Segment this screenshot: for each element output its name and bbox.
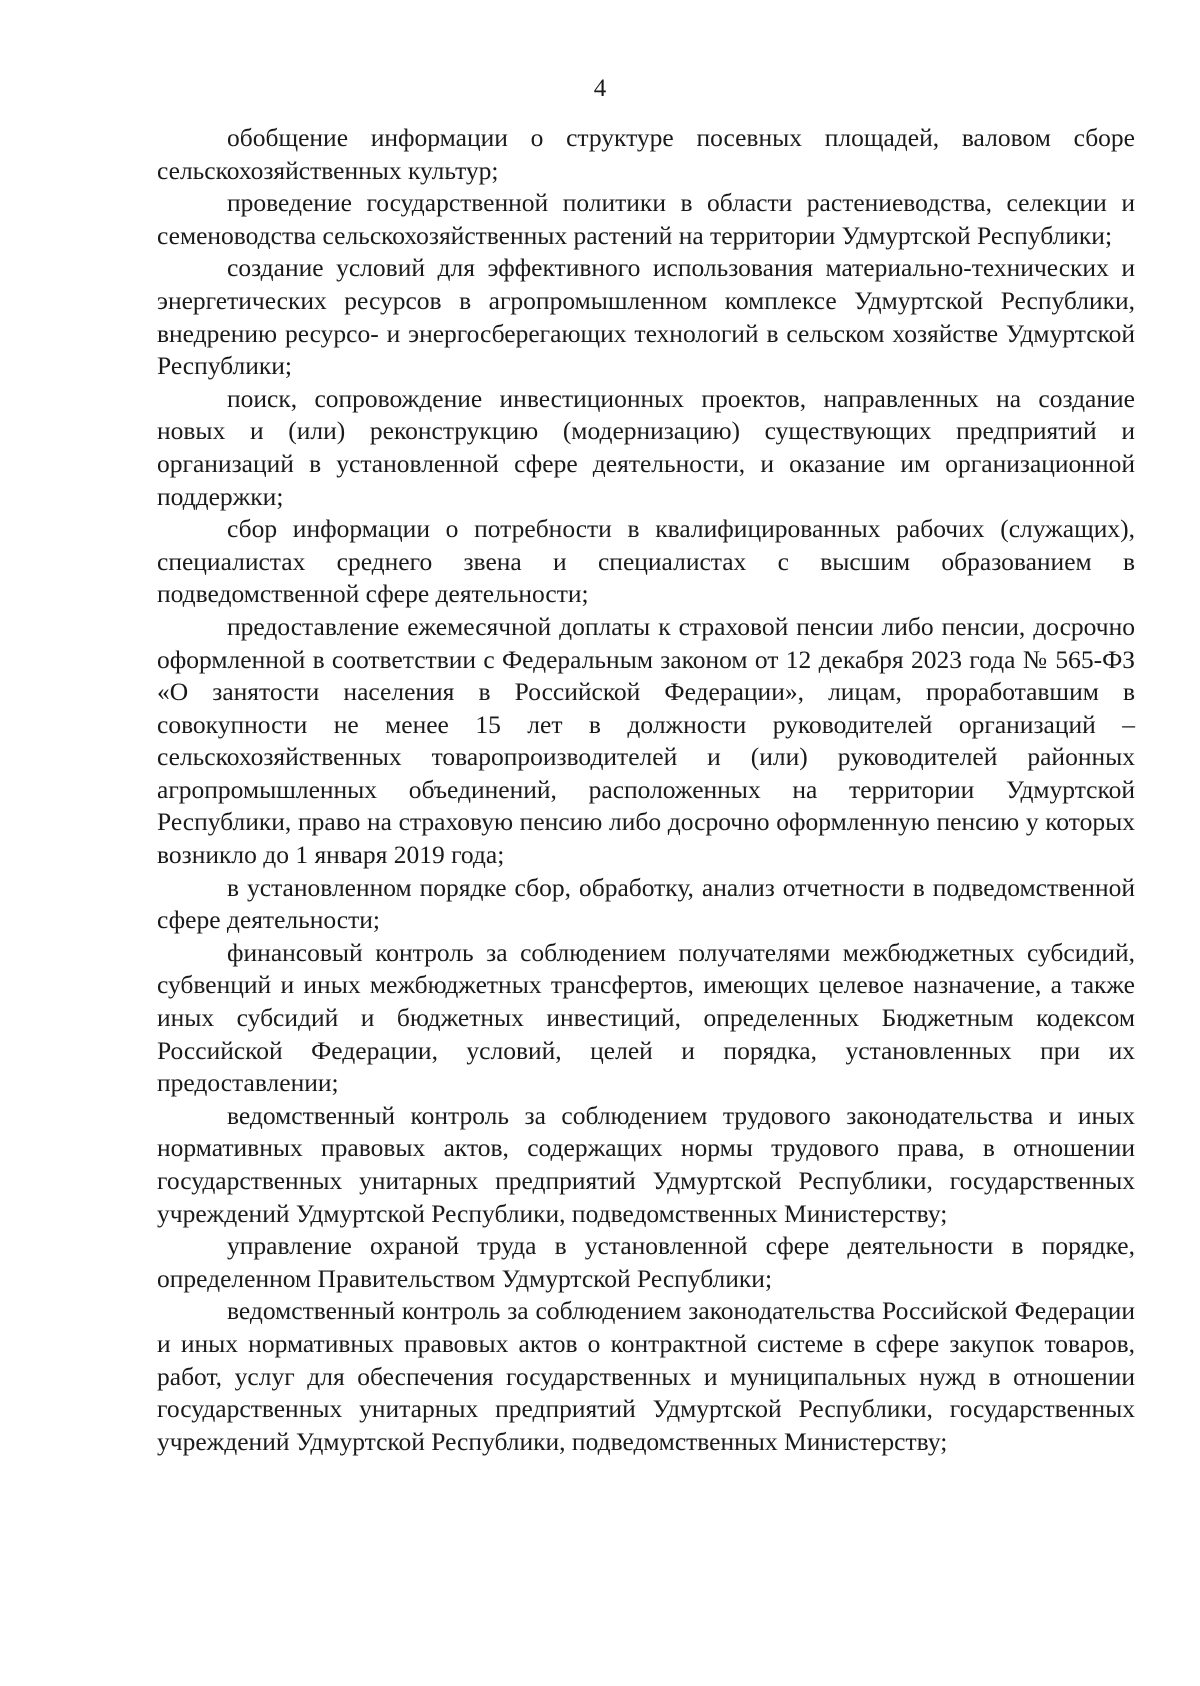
paragraph-procurement-control: ведомственный контроль за соблюдением законодательства Российской Федерации и иных нормативных правовых актов о контрактной системе в сфере закупок товаров, работ, услуг для обеспечения государственных и муниципальных нужд в отношении государственных унитарных предприятий Удмуртской Республики, государственных учреждений Удмуртской Республики, подведомственных Министерству;: [157, 1296, 1135, 1456]
page-number: 4: [593, 75, 607, 102]
paragraph-investment-projects: поиск, сопровождение инвестиционных проектов, направленных на создание новых и (или) реконструкцию (модернизацию) существующих предприятий и организаций в установленной сфере деятельности, и оказание им организационной поддержки;: [157, 383, 1135, 511]
paragraph-reporting-analysis: в установленном порядке сбор, обработку, анализ отчетности в подведомственной сфере деятельности;: [157, 872, 1135, 935]
paragraph-pension-supplement: предоставление ежемесячной доплаты к страховой пенсии либо пенсии, досрочно оформленной в соответствии с Федеральным законом от 12 декабря 2023 года № 565-ФЗ «О занятости населения в Российской Федерации», лицам, проработавшим в совокупности не менее 15 лет в должности руководителей организаций – сельскохозяйственных товаропроизводителей и (или) руководителей районных агропромышленных объединений, расположенных на территории Удмуртской Республики, право на страховую пенсию либо досрочно оформленную пенсию у которых возникло до 1 января 2019 года;: [157, 611, 1135, 870]
paragraph-labor-protection: управление охраной труда в установленной сфере деятельности в порядке, определенном Правительством Удмуртской Республики;: [157, 1231, 1135, 1293]
paragraph-financial-control: финансовый контроль за соблюдением получателями межбюджетных субсидий, субвенций и иных межбюджетных трансфертов, имеющих целевое назначение, а также иных субсидий и бюджетных инвестиций, определенных Бюджетным кодексом Российской Федерации, условий, целей и порядка, установленных при их предоставлении;: [157, 937, 1135, 1098]
paragraph-sown-areas-info: обобщение информации о структуре посевных площадей, валовом сборе сельскохозяйственных культур;: [157, 123, 1135, 185]
paragraph-labor-law-control: ведомственный контроль за соблюдением трудового законодательства и иных нормативных правовых актов, содержащих нормы трудового права, в отношении государственных унитарных предприятий Удмуртской Республики, государственных учреждений Удмуртской Республики, подведомственных Министерству;: [157, 1100, 1135, 1228]
document-body: [157, 122, 1135, 1458]
paragraph-resource-conditions: создание условий для эффективного использования материально-технических и энергетических ресурсов в агропромышленном комплексе Удмуртской Республики, внедрению ресурсо- и энергосберегающих технологий в сельском хозяйстве Удмуртской Республики;: [157, 253, 1135, 381]
paragraph-crop-policy: проведение государственной политики в области растениеводства, селекции и семеноводства сельскохозяйственных растений на территории Удмуртской Республики;: [157, 188, 1135, 250]
paragraph-workforce-needs: сбор информации о потребности в квалифицированных рабочих (служащих), специалистах среднего звена и специалистах с высшим образованием в подведомственной сфере деятельности;: [157, 514, 1135, 609]
